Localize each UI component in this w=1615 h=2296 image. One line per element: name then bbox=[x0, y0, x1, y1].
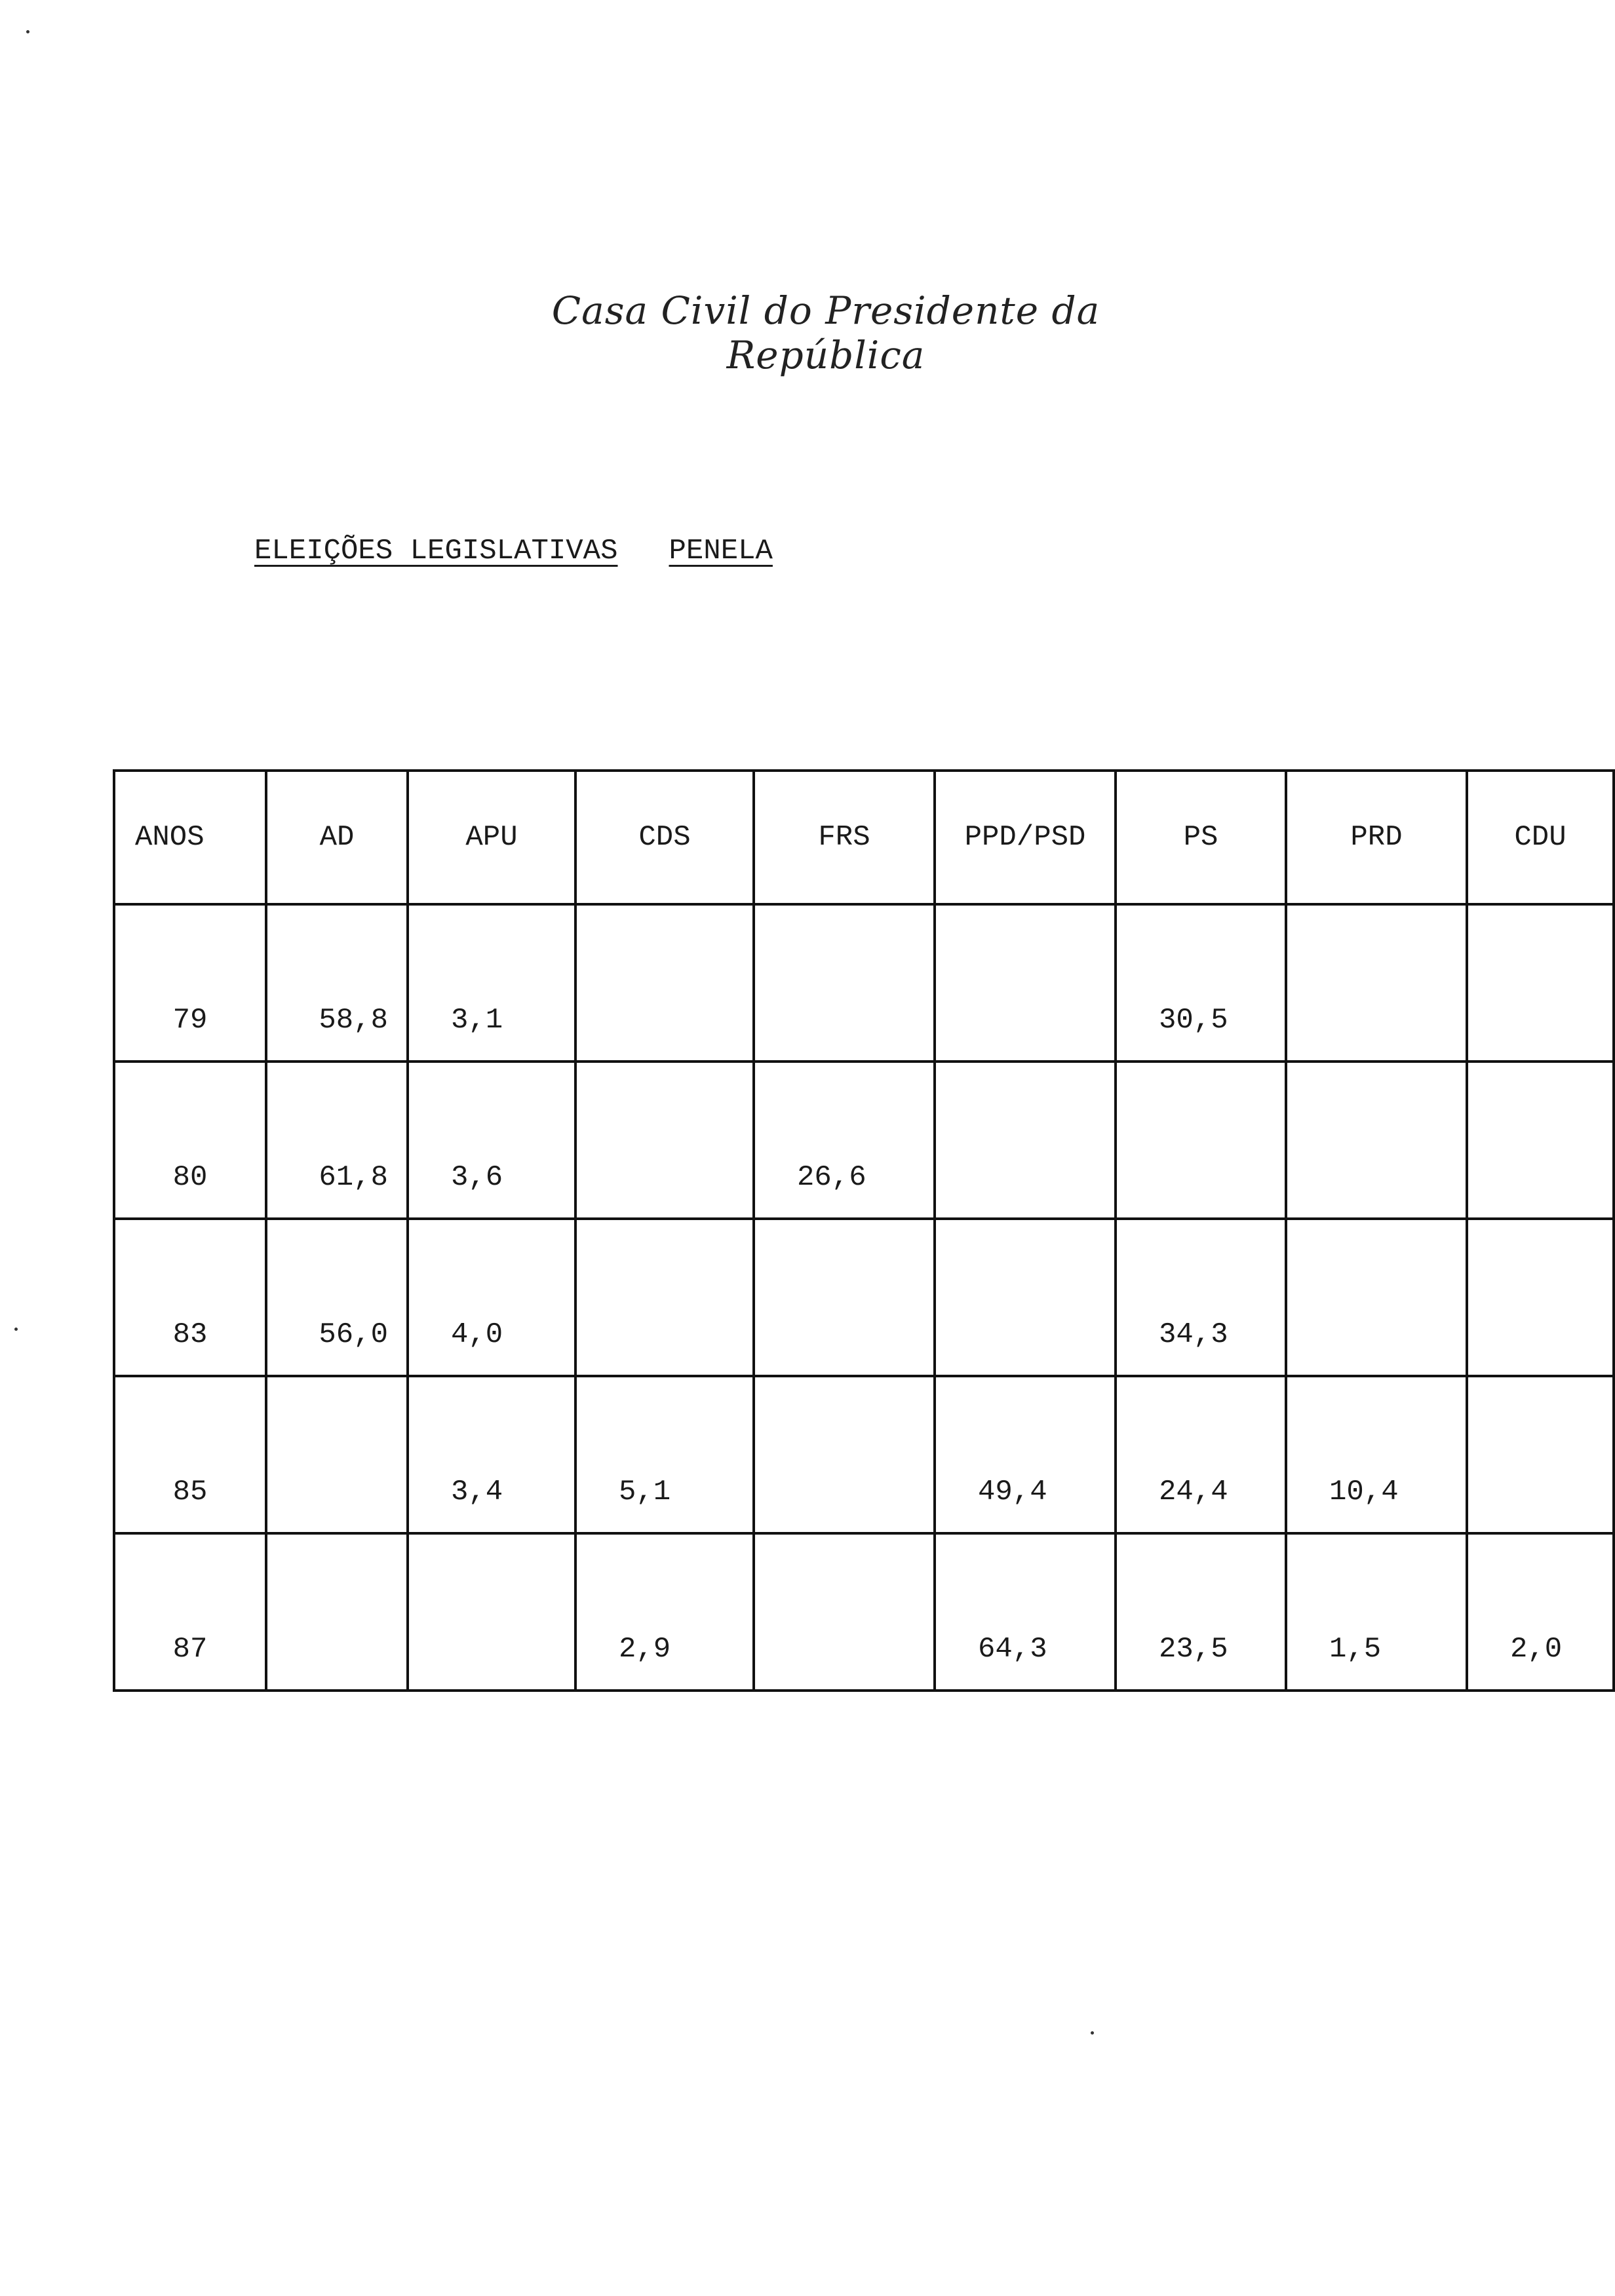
election-results-table bbox=[113, 769, 1615, 1692]
table-cell bbox=[754, 1533, 935, 1691]
year-cell: 85 bbox=[114, 1376, 266, 1533]
table-cell bbox=[935, 1219, 1116, 1376]
table-cell bbox=[754, 1376, 935, 1533]
header-cell: PS bbox=[1116, 771, 1286, 904]
title-heading: ELEIÇÕES LEGISLATIVAS bbox=[254, 535, 618, 567]
table-cell: 3,6 bbox=[408, 1062, 575, 1219]
table-cell: 26,6 bbox=[754, 1062, 935, 1219]
title-place: PENELA bbox=[669, 535, 773, 567]
table-cell bbox=[1467, 1376, 1614, 1533]
scan-speck bbox=[14, 1328, 18, 1331]
table-row bbox=[114, 1376, 1614, 1533]
table-cell: 30,5 bbox=[1116, 904, 1286, 1062]
letterhead: Casa Civil do Presidente da República bbox=[551, 288, 1100, 377]
table-cell: 5,1 bbox=[575, 1376, 754, 1533]
table-cell bbox=[266, 1533, 408, 1691]
table-cell: 56,0 bbox=[266, 1219, 408, 1376]
table-cell bbox=[1467, 1062, 1614, 1219]
header-cell: PRD bbox=[1286, 771, 1467, 904]
table-cell bbox=[1116, 1062, 1286, 1219]
header-cell: APU bbox=[408, 771, 575, 904]
table-cell bbox=[754, 1219, 935, 1376]
table-cell: 3,1 bbox=[408, 904, 575, 1062]
scan-speck bbox=[1091, 2031, 1094, 2035]
table-cell bbox=[935, 1062, 1116, 1219]
table-cell: 58,8 bbox=[266, 904, 408, 1062]
table-cell: 61,8 bbox=[266, 1062, 408, 1219]
table-row bbox=[114, 1533, 1614, 1691]
table-cell: 23,5 bbox=[1116, 1533, 1286, 1691]
table-cell bbox=[935, 904, 1116, 1062]
table-cell: 2,0 bbox=[1467, 1533, 1614, 1691]
header-cell: FRS bbox=[754, 771, 935, 904]
table-cell: 24,4 bbox=[1116, 1376, 1286, 1533]
header-cell: AD bbox=[266, 771, 408, 904]
table-cell bbox=[408, 1533, 575, 1691]
header-cell: CDS bbox=[575, 771, 754, 904]
header-cell: CDU bbox=[1467, 771, 1614, 904]
header-row bbox=[114, 771, 1614, 904]
table-cell bbox=[1467, 1219, 1614, 1376]
year-cell: 80 bbox=[114, 1062, 266, 1219]
table-cell bbox=[575, 1219, 754, 1376]
table-cell: 1,5 bbox=[1286, 1533, 1467, 1691]
header-cell: PPD/PSD bbox=[935, 771, 1116, 904]
table-cell bbox=[1286, 1062, 1467, 1219]
table-cell: 3,4 bbox=[408, 1376, 575, 1533]
table-row bbox=[114, 1219, 1614, 1376]
table-cell: 4,0 bbox=[408, 1219, 575, 1376]
table-cell: 49,4 bbox=[935, 1376, 1116, 1533]
table-row bbox=[114, 1062, 1614, 1219]
document-title bbox=[254, 535, 773, 567]
scan-speck bbox=[26, 30, 29, 33]
header-cell: ANOS bbox=[114, 771, 266, 904]
table-cell: 34,3 bbox=[1116, 1219, 1286, 1376]
table-cell bbox=[1286, 904, 1467, 1062]
year-cell: 87 bbox=[114, 1533, 266, 1691]
table-cell bbox=[575, 1062, 754, 1219]
table-row bbox=[114, 904, 1614, 1062]
year-cell: 79 bbox=[114, 904, 266, 1062]
year-cell: 83 bbox=[114, 1219, 266, 1376]
table-cell bbox=[754, 904, 935, 1062]
table-cell bbox=[266, 1376, 408, 1533]
table-cell bbox=[1467, 904, 1614, 1062]
table-cell bbox=[575, 904, 754, 1062]
table-cell bbox=[1286, 1219, 1467, 1376]
table-cell: 10,4 bbox=[1286, 1376, 1467, 1533]
table-cell: 64,3 bbox=[935, 1533, 1116, 1691]
table-cell: 2,9 bbox=[575, 1533, 754, 1691]
